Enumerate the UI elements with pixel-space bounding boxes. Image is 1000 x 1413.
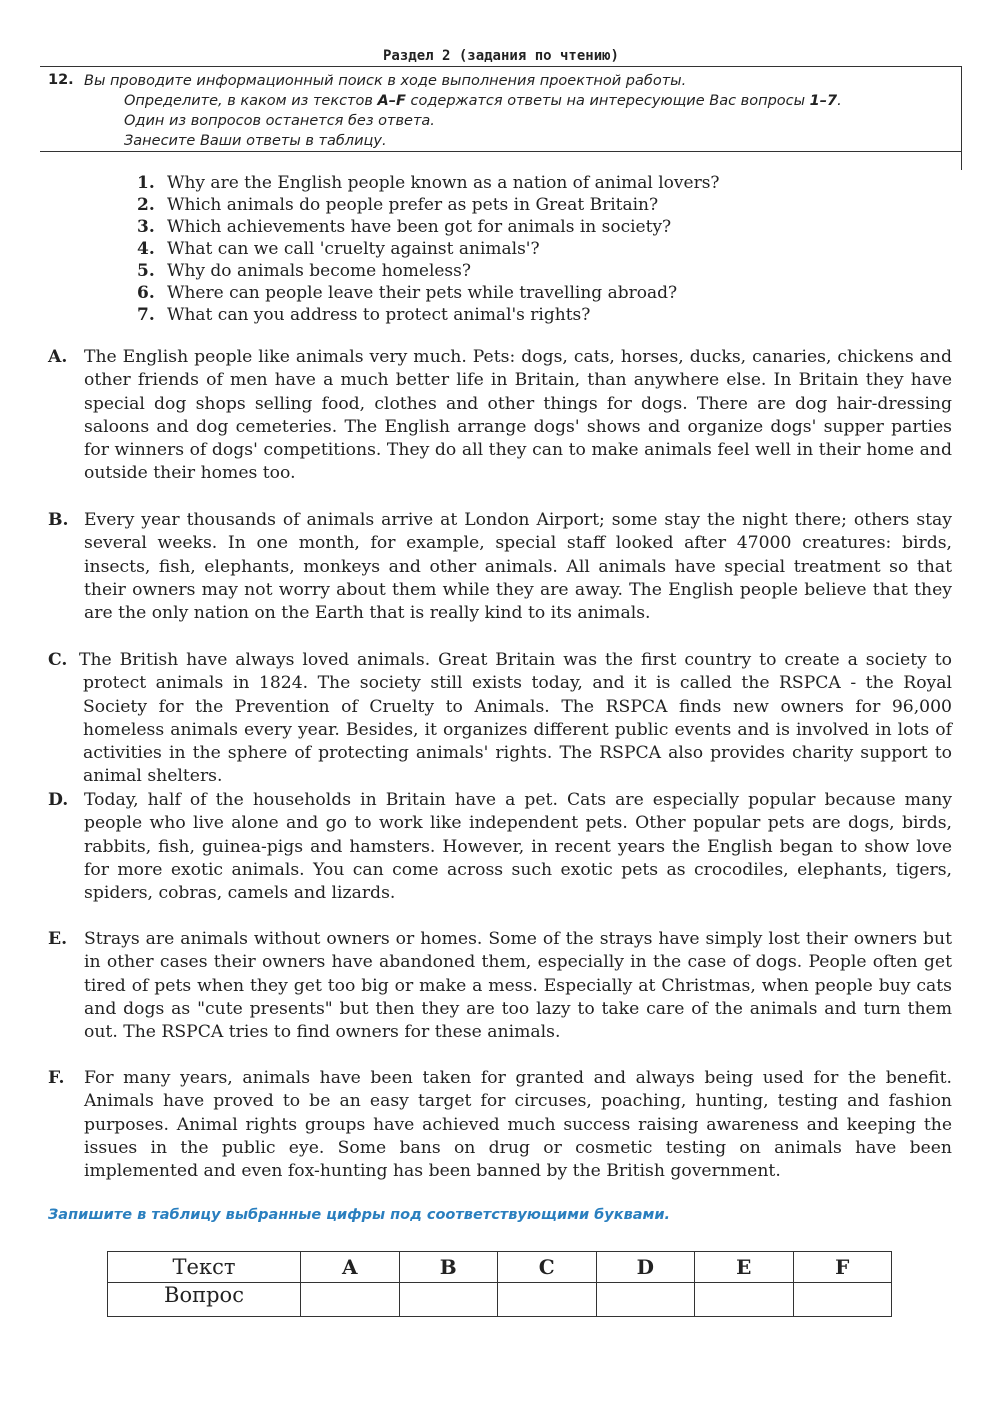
text-letter: B.	[48, 510, 69, 530]
text-letter: A.	[48, 347, 68, 367]
text-letter: F.	[48, 1068, 65, 1088]
column-letter: A	[301, 1252, 400, 1283]
question-text: What can you address to protect animal's rights?	[167, 305, 591, 325]
question-list	[137, 172, 720, 326]
question-number: 6.	[137, 283, 155, 303]
row-label-text: Текст	[108, 1252, 301, 1283]
question-number: 1.	[137, 173, 155, 193]
text-body: The English people like animals very much. Pets: dogs, cats, horses, ducks, canaries, chickens and other friends of men have a much better life in Britain, than anywhere else. In Britain they have special dog shops selling food, clothes and other things for dogs. There are dog hair-dressing saloons and dog cemeteries. The English arrange dogs' shows and organize dogs' supper parties for winners of dogs' competitions. They do all they can to make animals feel well in their home and outside their homes too.	[84, 347, 952, 484]
answer-cell-c[interactable]	[498, 1283, 597, 1317]
table-instruction: Запишите в таблицу выбранные цифры под соответствующими буквами.	[48, 1207, 671, 1223]
question-text: Why are the English people known as a nation of animal lovers?	[167, 173, 720, 193]
question-item	[137, 282, 720, 304]
question-number: 7.	[137, 305, 155, 325]
text-body: The British have always loved animals. Great Britain was the first country to create a society to protect animals in 1824. The society still exists today, and it is called the RSPCA - the Royal Society for the Prevention of Cruelty to Animals. The RSPCA finds new owners for 96,000 homeless animals every year. Besides, it organizes different public events and is involved in lots of activities in the sphere of protecting animals' rights. The RSPCA also provides charity support to animal shelters.	[79, 650, 952, 787]
row-label-question: Вопрос	[108, 1283, 301, 1317]
text-body: Strays are animals without owners or homes. Some of the strays have simply lost their owners but in other cases their owners have abandoned them, especially in the case of dogs. People often get tired of pets when they get too big or make a mess. Especially at Christmas, when people buy cats and dogs as "cute presents" but then they are too lazy to take care of the animals and turn them out. The RSPCA tries to find owners for these animals.	[84, 929, 952, 1043]
answer-cell-e[interactable]	[695, 1283, 794, 1317]
question-number: 5.	[137, 261, 155, 281]
question-text: Which achievements have been got for animals in society?	[167, 217, 672, 237]
text-f	[48, 1067, 952, 1183]
task-line-2-d: 1–7	[809, 93, 838, 109]
text-body: For many years, animals have been taken for granted and always being used for the benefit. Animals have proved to be an easy target for circuses, poaching, hunting, testing and fashion purposes. Animal rights groups have achieved much success raising awareness and keeping the issues in the public eye. Some bans on drug or cosmetic testing on animals have been implemented and even fox-hunting has been banned by the British government.	[84, 1068, 952, 1182]
answer-cell-a[interactable]	[301, 1283, 400, 1317]
text-letter: C.	[48, 650, 68, 670]
task-line-1-text: Вы проводите информационный поиск в ходе выполнения проектной работы.	[84, 73, 687, 89]
task-instructions-box	[40, 66, 962, 170]
text-b	[48, 509, 952, 625]
question-text: Which animals do people prefer as pets in Great Britain?	[167, 195, 659, 215]
question-item	[137, 216, 720, 238]
task-line-2-b: A–F	[377, 93, 406, 109]
text-c	[48, 649, 952, 789]
answer-cell-b[interactable]	[399, 1283, 498, 1317]
text-letter: D.	[48, 790, 69, 810]
question-item	[137, 238, 720, 260]
task-box-divider	[40, 151, 961, 152]
question-number: 2.	[137, 195, 155, 215]
section-title: Раздел 2 (задания по чтению)	[382, 48, 619, 64]
question-item	[137, 304, 720, 326]
text-d	[48, 789, 952, 905]
question-number: 4.	[137, 239, 155, 259]
task-line-2	[124, 91, 842, 111]
column-letter: B	[399, 1252, 498, 1283]
task-line-3: Один из вопросов останется без ответа.	[124, 113, 435, 129]
column-letter: C	[498, 1252, 597, 1283]
answer-cell-f[interactable]	[793, 1283, 892, 1317]
column-letter: F	[793, 1252, 892, 1283]
question-text: What can we call 'cruelty against animals'?	[167, 239, 540, 259]
question-item	[137, 172, 720, 194]
question-text: Why do animals become homeless?	[167, 261, 471, 281]
task-line-2-c: содержатся ответы на интересующие Вас вопросы	[405, 93, 810, 109]
task-line-2-a: Определите, в каком из текстов	[124, 93, 378, 109]
question-text: Where can people leave their pets while travelling abroad?	[167, 283, 678, 303]
answer-table	[107, 1251, 892, 1317]
text-a	[48, 346, 952, 486]
text-e	[48, 928, 952, 1044]
text-body: Today, half of the households in Britain have a pet. Cats are especially popular because many people who live alone and go to work like independent pets. Other popular pets are dogs, birds, rabbits, fish, guinea-pigs and hamsters. However, in recent years the English began to show love for more exotic animals. You can come across such exotic pets as crocodiles, elephants, tigers, spiders, cobras, camels and lizards.	[84, 790, 952, 904]
task-line-1	[84, 71, 686, 91]
text-body: Every year thousands of animals arrive at London Airport; some stay the night there; others stay several weeks. In one month, for example, special staff looked after 47000 creatures: birds, insects, fish, elephants, monkeys and other animals. All animals have special treatment so that their owners may not worry about them while they are away. The English people believe that they are the only nation on the Earth that is really kind to its animals.	[84, 510, 952, 624]
answer-table-answers-row	[108, 1283, 892, 1317]
column-letter: D	[596, 1252, 695, 1283]
column-letter: E	[695, 1252, 794, 1283]
question-item	[137, 194, 720, 216]
task-line-4: Занесите Ваши ответы в таблицу.	[124, 133, 387, 149]
answer-cell-d[interactable]	[596, 1283, 695, 1317]
task-number: 12.	[48, 72, 74, 88]
text-letter: E.	[48, 929, 68, 949]
question-item	[137, 260, 720, 282]
question-number: 3.	[137, 217, 155, 237]
answer-table-letters-row	[108, 1252, 892, 1283]
task-line-2-e: .	[837, 93, 842, 109]
